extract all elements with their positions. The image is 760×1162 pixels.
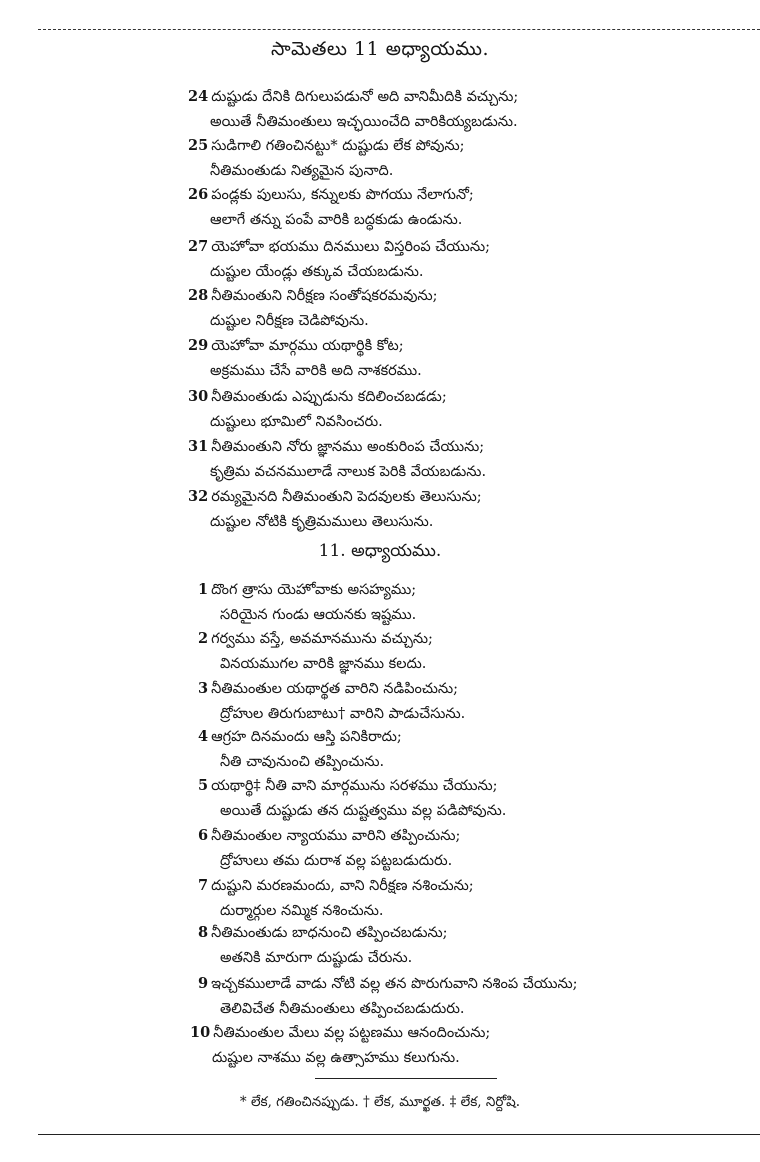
verse-number: 2 <box>198 630 209 647</box>
top-rule <box>38 29 760 30</box>
verse-5 <box>198 773 506 824</box>
page-header: సామెతలు 11 అధ్యాయము. <box>270 38 490 60</box>
verse-number: 27 <box>188 238 209 255</box>
verse-line-1: గర్వము వస్తే, అవమానమును వచ్చును; <box>211 631 433 647</box>
verse-line-2: సరియైన గుండు ఆయనకు ఇష్టము. <box>220 607 417 623</box>
verse-number: 24 <box>188 88 209 105</box>
verse-number: 4 <box>198 728 209 745</box>
verse-line-2: దుష్టుల యేండ్లు తక్కువ చేయబడును. <box>210 264 424 280</box>
verse-number: 7 <box>198 877 209 894</box>
verse-line-2: ద్రోహుల తిరుగుబాటు† వారిని పాడుచేసును. <box>220 706 466 722</box>
verse-number: 32 <box>188 488 209 505</box>
verse-4 <box>198 724 402 775</box>
verse-line-2: కృత్రిమ వచనములాడే నాలుక పెరికి వేయబడును. <box>210 464 487 480</box>
chapter-title: 11. అధ్యాయము. <box>318 541 442 561</box>
verse-number: 3 <box>198 680 209 697</box>
verse-3 <box>198 676 465 727</box>
verse-line-1: నీతిమంతుని నోరు జ్ఞానము అంకురింప చేయును; <box>211 439 485 455</box>
verse-line-2: అతనికి మారుగా దుష్టుడు చేరును. <box>220 950 413 966</box>
verse-line-2: దుష్టులు భూమిలో నివసించరు. <box>210 414 383 430</box>
verse-6 <box>198 823 460 874</box>
verse-25 <box>188 133 465 184</box>
verse-line-1: ఆగ్రహ దినమందు ఆస్తి పనికిరాదు; <box>211 729 402 745</box>
verse-number: 29 <box>188 337 209 354</box>
verse-line-1: దుష్టుడు దేనికి దిగులుపడునో అది వానిమీదికి వచ్చును; <box>211 89 519 105</box>
verse-number: 28 <box>188 287 209 304</box>
verse-line-2: ఆలాగే తన్ను పంపే వారికి బద్ధకుడు ఉండును. <box>210 212 463 228</box>
verse-number: 31 <box>188 438 209 455</box>
verse-line-1: నీతిమంతుల మేలు వల్ల పట్టణము ఆనందించును; <box>213 1025 491 1041</box>
verse-line-2: తెలివిచేత నీతిమంతులు తప్పించబడుదురు. <box>220 1001 465 1017</box>
verse-1 <box>198 577 416 628</box>
verse-line-1: యథార్థి‡ నీతి వాని మార్గమును సరళము చేయును; <box>211 778 498 794</box>
verse-number: 1 <box>198 581 209 598</box>
verse-number: 26 <box>188 186 209 203</box>
verse-line-2: దుష్టుల నిరీక్షణ చెడిపోవును. <box>210 313 369 329</box>
bottom-rule <box>38 1134 760 1135</box>
verse-line-2: వినయముగల వారికి జ్ఞానము కలదు. <box>220 656 427 672</box>
verse-line-1: దొంగ త్రాసు యెహోవాకు అసహ్యము; <box>211 582 417 598</box>
verse-2 <box>198 626 433 677</box>
verse-number: 9 <box>198 975 209 992</box>
verse-8 <box>198 920 448 971</box>
verse-line-1: యెహోవా భయము దినములు విస్తరింప చేయును; <box>211 239 491 255</box>
verse-28 <box>188 283 438 334</box>
verse-line-1: నీతిమంతుడు ఎప్పుడును కదిలించబడడు; <box>211 389 447 405</box>
footnote: * లేక, గతించినప్పుడు. † లేక, మూర్ఖత. ‡ లేక, నిర్దోషి. <box>239 1094 521 1110</box>
verse-line-2: దుష్టుల నోటికి కృత్రిమములు తెలుసును. <box>210 514 434 530</box>
verse-line-2: దుష్టుల నాశము వల్ల ఉత్సాహము కలుగును. <box>212 1050 460 1066</box>
footnote-divider <box>315 1078 497 1079</box>
verse-number: 30 <box>188 388 209 405</box>
verse-line-2: దుర్మార్గుల నమ్మిక నశించును. <box>220 903 384 919</box>
verse-30 <box>188 384 447 435</box>
verse-number: 6 <box>198 827 209 844</box>
verse-32 <box>188 484 482 535</box>
verse-29 <box>188 333 422 384</box>
verse-26 <box>188 182 474 233</box>
verse-9 <box>198 971 578 1022</box>
verse-line-2: ద్రోహులు తమ దురాశ వల్ల పట్టబడుదురు. <box>220 853 453 869</box>
verse-27 <box>188 234 490 285</box>
verse-line-1: దుష్టుని మరణమందు, వాని నిరీక్షణ నశించును; <box>211 878 474 894</box>
verse-line-2: అయితే దుష్టుడు తన దుష్టత్వము వల్ల పడిపోవును. <box>220 803 507 819</box>
verse-31 <box>188 434 486 485</box>
verse-number: 5 <box>198 777 209 794</box>
verse-number: 25 <box>188 137 209 154</box>
verse-line-2: నీతిమంతుడు నిత్యమైన పునాది. <box>210 163 394 179</box>
verse-line-1: రమ్యమైనది నీతిమంతుని పెదవులకు తెలుసును; <box>211 489 482 505</box>
verse-line-1: పండ్లకు పులుసు, కన్నులకు పొగయు నేలాగునో; <box>211 187 474 203</box>
verse-line-2: అక్రమము చేసే వారికి అది నాశకరము. <box>210 363 422 379</box>
verse-24 <box>188 84 518 135</box>
verse-line-1: ఇచ్చకములాడే వాడు నోటి వల్ల తన పొరుగువాని నశింప చేయును; <box>211 976 578 992</box>
verse-number: 10 <box>190 1024 211 1041</box>
verse-line-1: నీతిమంతుల న్యాయము వారిని తప్పించును; <box>211 828 461 844</box>
verse-line-1: నీతిమంతుడు బాధనుంచి తప్పించబడును; <box>211 925 448 941</box>
verse-line-1: యెహోవా మార్గము యథార్థికి కోట; <box>211 338 404 354</box>
verse-10 <box>190 1020 490 1071</box>
verse-line-2: అయితే నీతిమంతులు ఇచ్ఛయించేది వారికియ్యబడును. <box>210 114 518 130</box>
verse-line-2: నీతి చావునుంచి తప్పించును. <box>220 754 385 770</box>
verse-line-1: నీతిమంతుల యథార్థత వారిని నడిపించును; <box>211 681 458 697</box>
verse-number: 8 <box>198 924 209 941</box>
verse-line-1: సుడిగాలి గతించినట్టు* దుష్టుడు లేక పోవును; <box>211 138 465 154</box>
verse-7 <box>198 873 474 924</box>
verse-line-1: నీతిమంతుని నిరీక్షణ సంతోషకరమవును; <box>211 288 438 304</box>
